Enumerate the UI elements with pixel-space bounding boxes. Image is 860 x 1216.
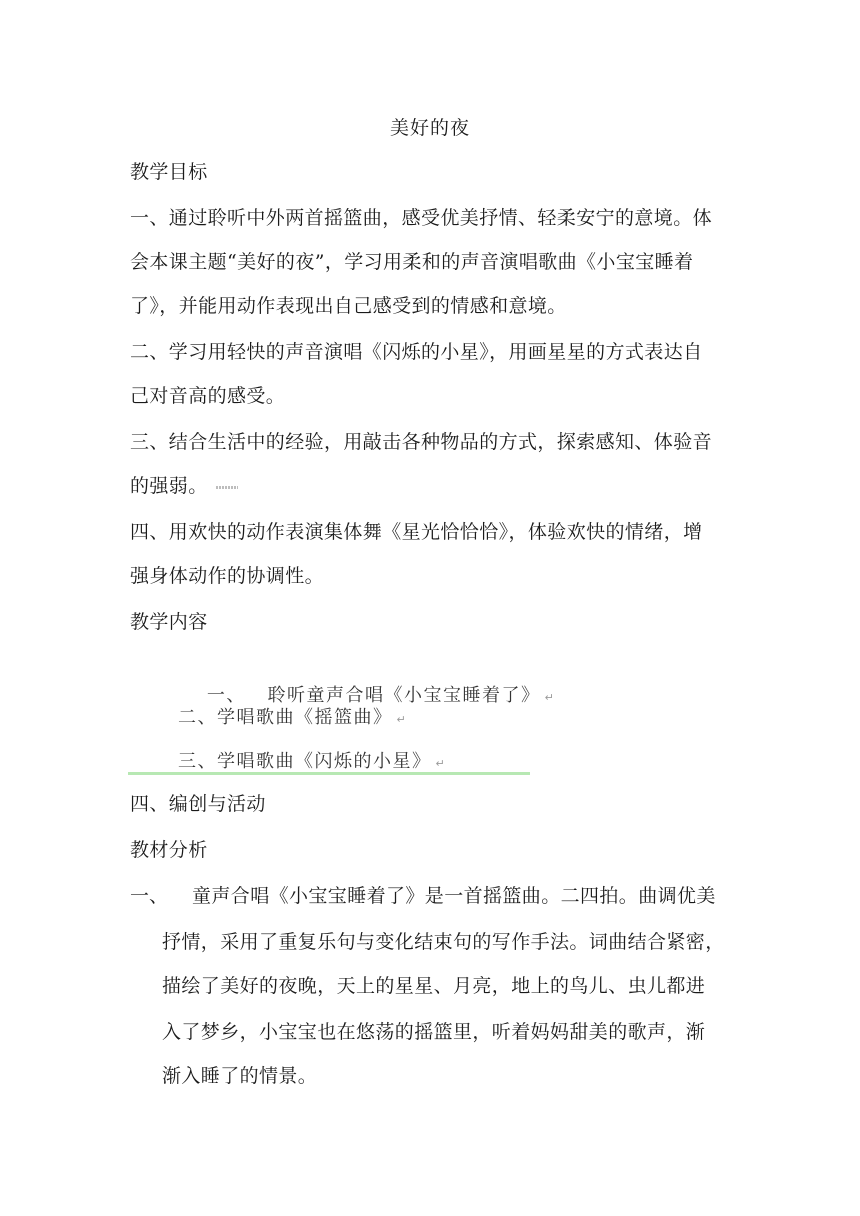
goal-line: 一、通过聆听中外两首摇篮曲，感受优美抒情、轻柔安宁的意境。体	[130, 207, 713, 229]
goal-line: 己对音高的感受。	[130, 385, 286, 407]
goal-line: 三、结合生活中的经验，用敲击各种物品的方式，探索感知、体验音	[130, 431, 713, 453]
content-item	[178, 706, 407, 732]
goal-line: 四、用欢快的动作表演集体舞《星光恰恰恰》，体验欢快的情绪，增	[130, 521, 703, 543]
goal-line: 强身体动作的协调性。	[130, 565, 325, 587]
content-item-text: 三、学唱歌曲《闪烁的小星》	[178, 751, 432, 772]
goal-line: 了》，并能用动作表现出自己感受到的情感和意境。	[130, 295, 567, 317]
inline-artifact-mark	[216, 486, 238, 489]
analysis-line: 渐入睡了的情景。	[162, 1065, 318, 1087]
highlight-underline	[128, 772, 530, 775]
analysis-line: 描绘了美好的夜晚，天上的星星、月亮，地上的鸟儿、虫儿都进	[162, 975, 706, 997]
goals-heading: 教学目标	[130, 161, 208, 183]
paragraph-mark-icon: ↵	[396, 713, 408, 726]
analysis-number: 一、	[130, 885, 169, 907]
paragraph-mark-icon: ↵	[435, 757, 447, 770]
analysis-line: 抒情，采用了重复乐句与变化结束句的写作手法。词曲结合紧密，	[162, 931, 725, 953]
goal-line: 会本课主题“美好的夜”，学习用柔和的声音演唱歌曲《小宝宝睡着	[130, 251, 694, 273]
goal-line-with-mark	[130, 474, 238, 498]
goal-line: 二、学习用轻快的声音演唱《闪烁的小星》，用画星星的方式表达自	[130, 341, 703, 363]
document-title: 美好的夜	[389, 117, 470, 139]
paragraph-mark-icon: ↵	[544, 691, 556, 704]
content-item-4: 四、编创与活动	[130, 793, 266, 815]
analysis-line: 童声合唱《小宝宝睡着了》是一首摇篮曲。二四拍。曲调优美	[192, 885, 716, 907]
goal-line-text: 的强弱。	[130, 475, 208, 497]
analysis-heading: 教材分析	[130, 839, 208, 861]
content-item-text: 一、 聆听童声合唱《小宝宝睡着了》	[206, 685, 541, 706]
content-heading: 教学内容	[130, 611, 208, 633]
content-item-text: 二、学唱歌曲《摇篮曲》	[178, 707, 393, 728]
analysis-line: 入了梦乡，小宝宝也在悠荡的摇篮里，听着妈妈甜美的歌声，渐	[162, 1021, 706, 1043]
